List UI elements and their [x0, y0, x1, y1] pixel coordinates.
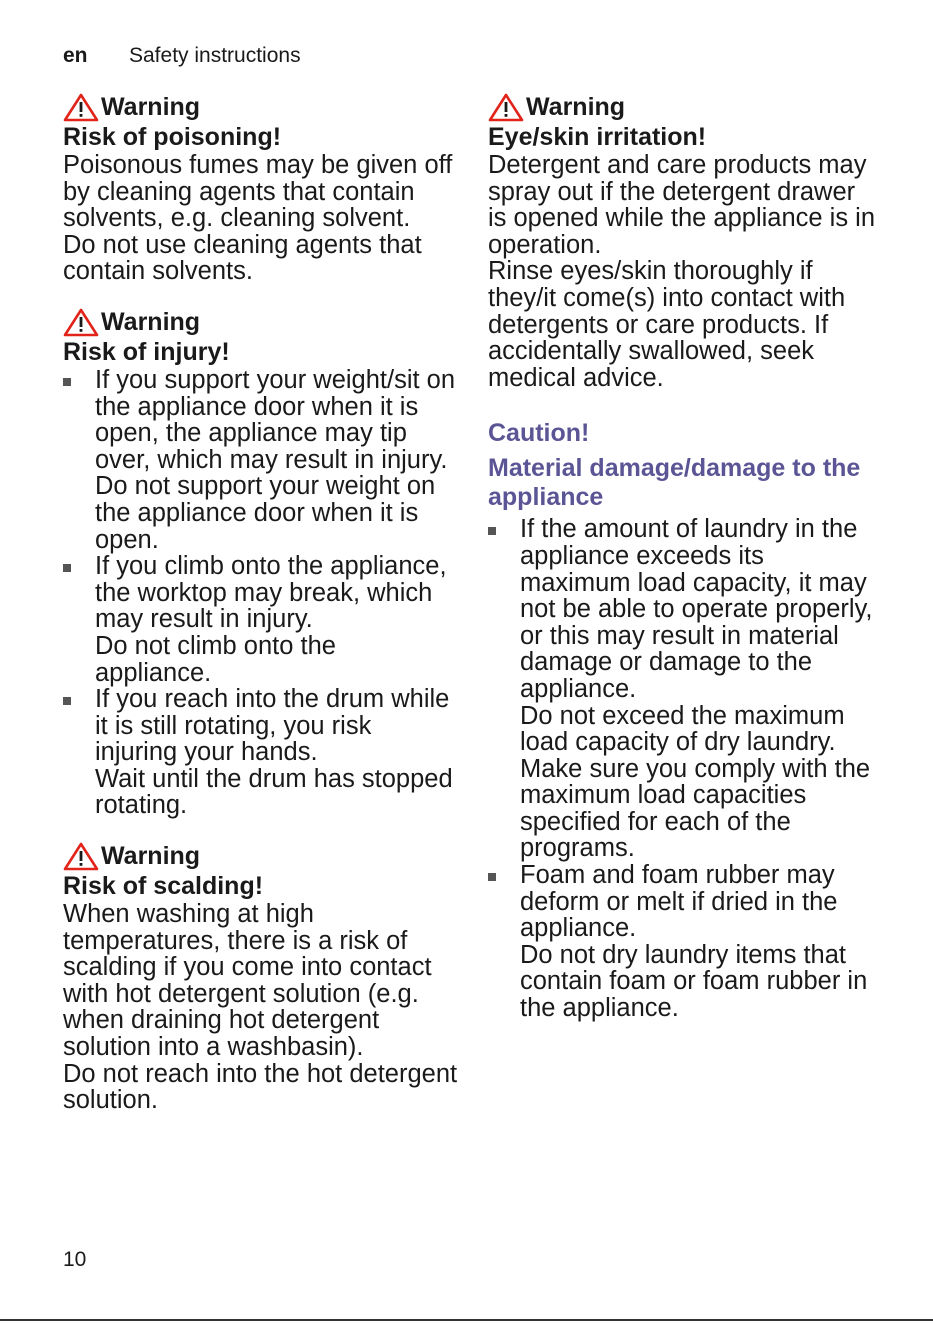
risk-title: Risk of poisoning!	[63, 123, 282, 151]
warning-label: Warning	[101, 842, 201, 871]
warning-label: Warning	[101, 307, 201, 336]
paragraph: Rinse eyes/skin thoroughly if they/it come(s) into contact with detergents or care products. If accidentally swallowed, seek medical advice.	[488, 257, 846, 392]
paragraph: When washing at high temperatures, there is a risk of scalding if you come into contact with hot detergent solution (e.g. when draining hot detergent solution into a washbasin).	[63, 900, 432, 1062]
risk-title: Risk of scalding!	[63, 872, 264, 901]
paragraph: Do not reach into the hot detergent solution.	[63, 1059, 458, 1115]
warning-label: Warning	[526, 93, 626, 121]
list-item: If you reach into the drum while it is still rotating, you risk injuring your hands. Wait until the drum has stopped rotating.	[63, 686, 458, 819]
warning-injury	[63, 307, 458, 819]
left-column	[63, 92, 458, 1136]
risk-title: Eye/skin irritation!	[488, 123, 707, 151]
bullet-list	[63, 367, 458, 819]
right-column	[488, 92, 878, 1044]
page-header	[63, 44, 301, 68]
warning-irritation	[488, 92, 878, 391]
paragraph: Do not use cleaning agents that contain solvents.	[63, 230, 422, 286]
warning-triangle-icon	[63, 842, 99, 871]
language-code: en	[63, 44, 88, 67]
warning-label: Warning	[101, 93, 201, 121]
paragraph: Poisonous fumes may be given off by cleaning agents that contain solvents, e.g. cleaning solvent.	[63, 151, 453, 233]
page-number: 10	[63, 1248, 87, 1271]
warning-scalding	[63, 841, 458, 1114]
warning-poisoning	[63, 92, 458, 285]
bullet-square-icon	[488, 873, 496, 881]
caution-title: Material damage/damage to the appliance	[488, 454, 861, 512]
caution-material-damage	[488, 419, 878, 1021]
warning-triangle-icon	[63, 93, 99, 122]
list-item: Foam and foam rubber may deform or melt if dried in the appliance. Do not dry laundry items that contain foam or foam rubber in the appliance.	[488, 862, 878, 1022]
bullet-square-icon	[63, 564, 71, 572]
list-item: If the amount of laundry in the appliance exceeds its maximum load capacity, it may not be able to operate properly, or this may result in material damage or damage to the appliance. Do not exceed the maximum load capacity of dry laundry. Make sure you comply with the maximum load capacities specified for each of the programs.	[488, 516, 878, 862]
bullet-square-icon	[488, 527, 496, 535]
list-item: If you support your weight/sit on the appliance door when it is open, the appliance may tip over, which may result in injury. Do not support your weight on the appliance door when it is open.	[63, 367, 458, 553]
bullet-list	[488, 516, 878, 1021]
paragraph: Detergent and care products may spray out if the detergent drawer is opened while the appliance is in operation.	[488, 151, 876, 259]
bottom-divider	[0, 1319, 933, 1321]
caution-label: Caution!	[488, 419, 590, 448]
bullet-square-icon	[63, 697, 71, 705]
warning-triangle-icon	[63, 308, 99, 337]
warning-triangle-icon	[488, 93, 524, 122]
list-item: If you climb onto the appliance, the worktop may break, which may result in injury. Do not climb onto the appliance.	[63, 553, 458, 686]
section-title: Safety instructions	[129, 44, 301, 67]
risk-title: Risk of injury!	[63, 337, 230, 366]
bullet-square-icon	[63, 378, 71, 386]
